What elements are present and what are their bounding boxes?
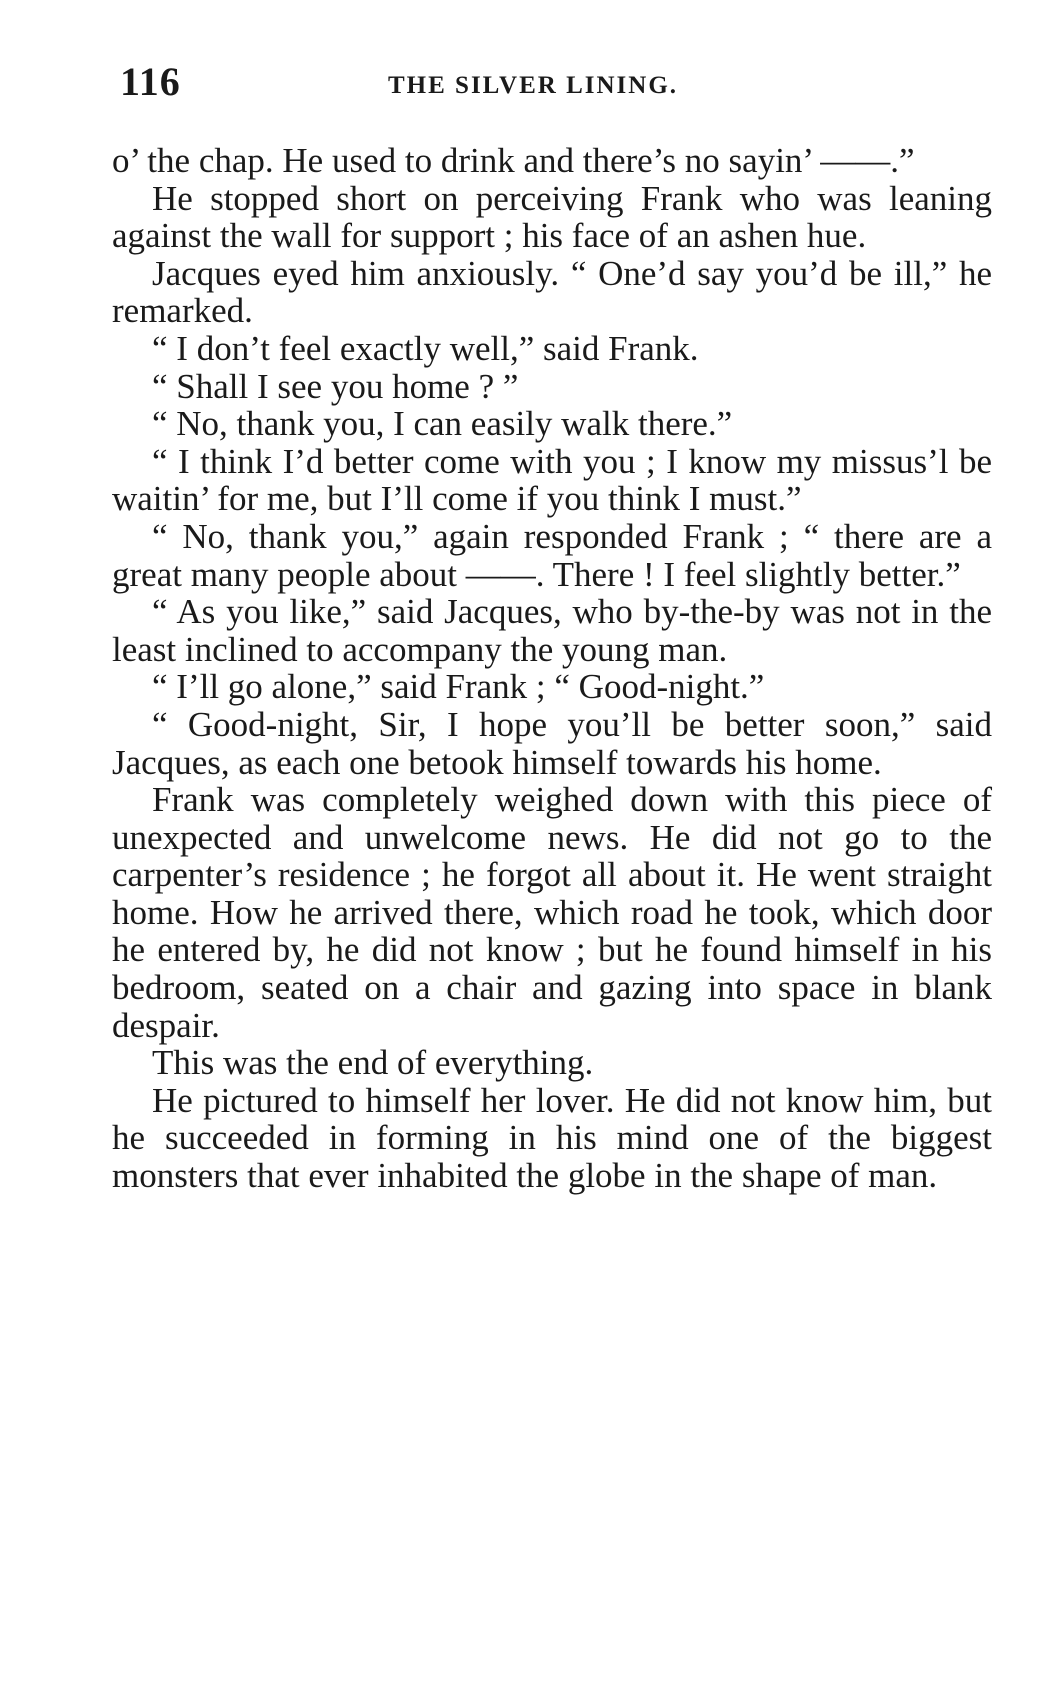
paragraph: “ No, thank you,” again responded Frank ; “ there are a great many people about ——. There ! I feel slightly better.” xyxy=(112,516,992,594)
body-text xyxy=(112,142,992,1195)
running-head xyxy=(120,58,1000,108)
paragraph: “ I’ll go alone,” said Frank ; “ Good-night.” xyxy=(152,667,765,707)
paragraph: “ I think I’d better come with you ; I know my missus’l be waitin’ for me, but I’ll come if you think I must.” xyxy=(112,441,992,519)
paragraph: “ As you like,” said Jacques, who by-the-by was not in the least inclined to accompany the young man. xyxy=(112,592,992,669)
paragraph: He pictured to himself her lover. He did not know him, but he succeeded in forming in his mind one of the biggest monsters that ever inhabited the globe in the shape of man. xyxy=(112,1080,992,1196)
paragraph: “ No, thank you, I can easily walk there.” xyxy=(152,404,733,444)
paragraph: Frank was completely weighed down with this piece of unexpected and unwelcome news. He did not go to the carpenter’s residence ; he forgot all about it. He went straight home. How he arrived there, which road he took, which door he entered by, he did not know ; but he found himself in his bedroom, seated on a chair and gazing into space in blank despair. xyxy=(112,780,992,1045)
page-number: 116 xyxy=(120,59,181,104)
paragraph: Jacques eyed him anxiously. “ One’d say you’d be ill,” he remarked. xyxy=(112,253,992,331)
paragraph: “ Shall I see you home ? ” xyxy=(152,366,519,406)
paragraph: “ Good-night, Sir, I hope you’ll be better soon,” said Jacques, as each one betook himself towards his home. xyxy=(112,704,992,782)
paragraph: “ I don’t feel exactly well,” said Frank. xyxy=(152,328,699,368)
paragraph: He stopped short on perceiving Frank who was leaning against the wall for support ; his face of an ashen hue. xyxy=(112,178,992,256)
paragraph: This was the end of everything. xyxy=(152,1043,594,1083)
paragraph-continuation: o’ the chap. He used to drink and there’s no sayin’ ——.” xyxy=(112,141,915,180)
running-title: THE SILVER LINING. xyxy=(388,72,679,99)
